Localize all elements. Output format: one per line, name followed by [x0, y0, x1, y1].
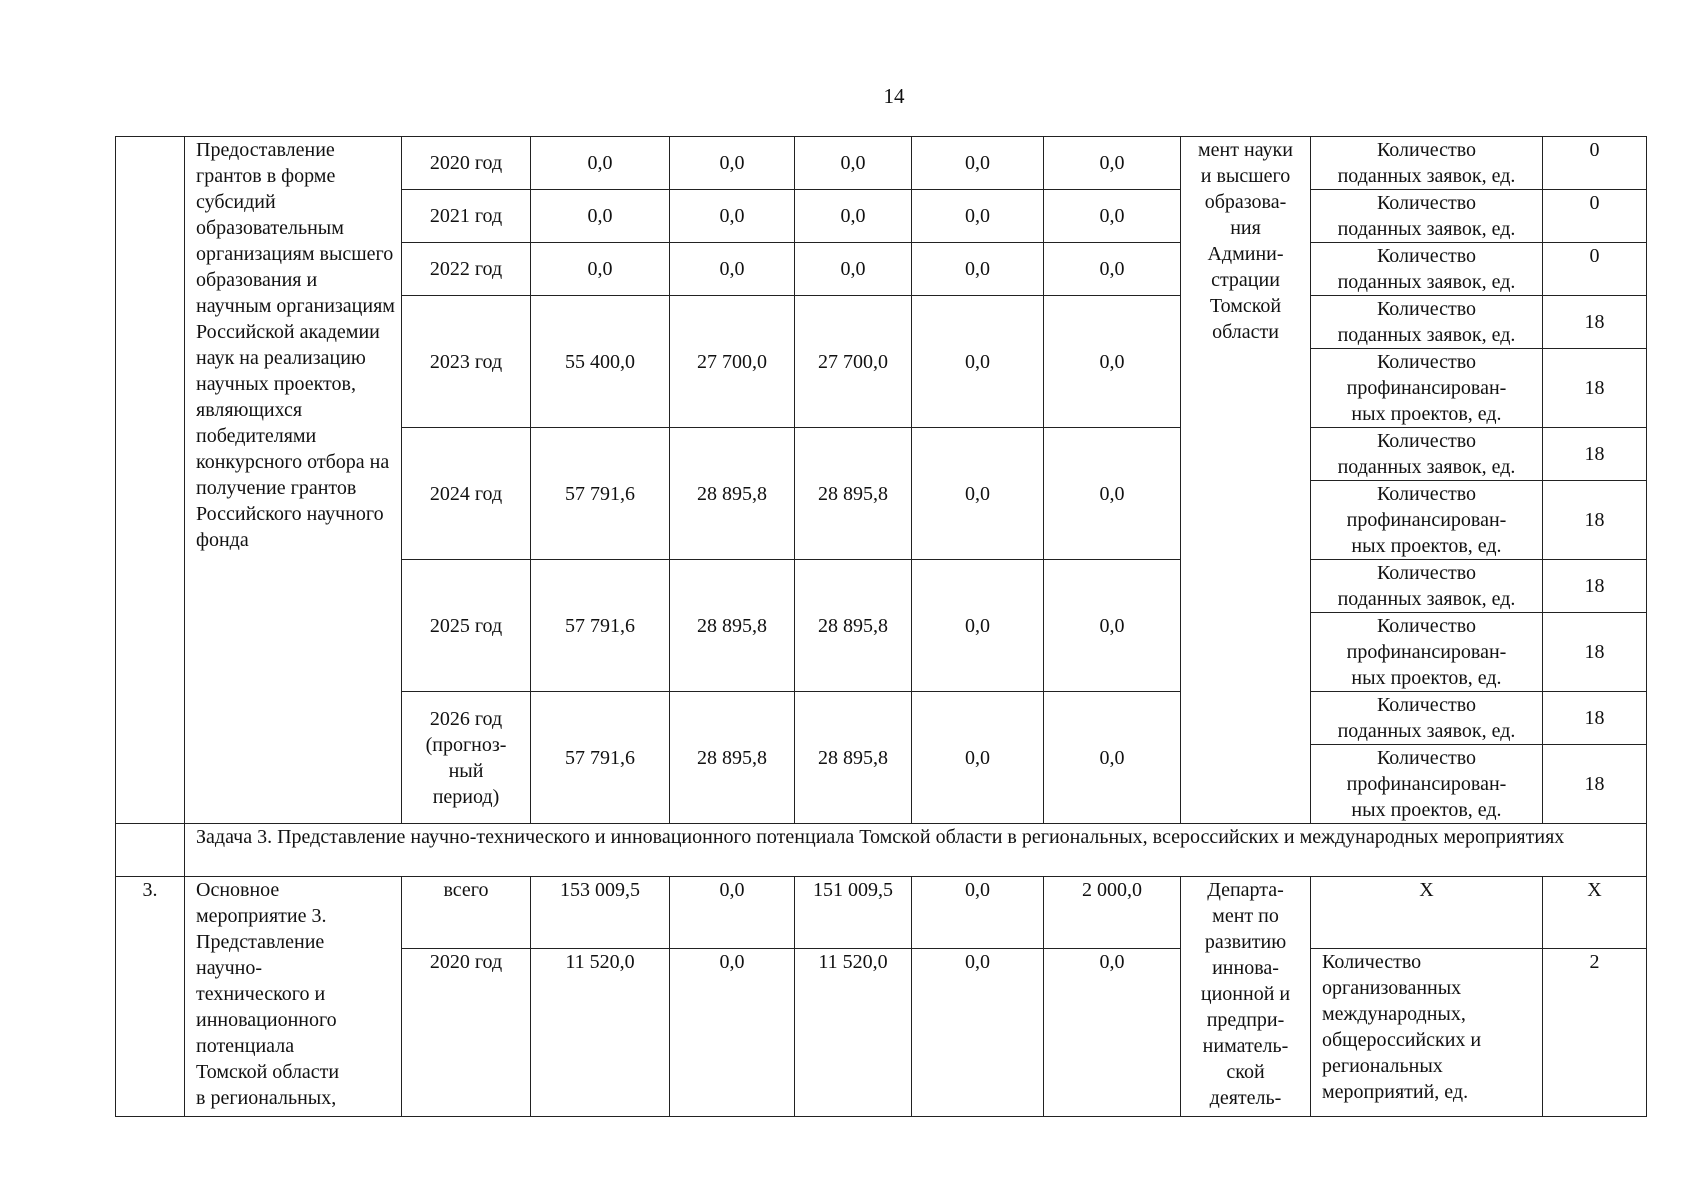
- task-heading: Задача 3. Представление научно-технического и инновационного потенциала Томской области в региональных, всероссийских и международных мероприятиях: [185, 824, 1647, 877]
- indicator-name-cell: Количество профинансирован- ных проектов, ед.: [1311, 745, 1543, 824]
- indicator-name-cell: Количество поданных заявок, ед.: [1311, 428, 1543, 481]
- regional-cell: 28 895,8: [795, 692, 912, 824]
- federal-cell: 0,0: [670, 949, 795, 1117]
- indicator-name-cell: Количество организованных международных, общероссийских и региональных мероприятий, ед.: [1311, 949, 1543, 1117]
- year-cell: 2024 год: [402, 428, 531, 560]
- indicator-name-cell: Количество поданных заявок, ед.: [1311, 296, 1543, 349]
- total-cell: 0,0: [531, 137, 670, 190]
- total-cell: 11 520,0: [531, 949, 670, 1117]
- other-cell: 0,0: [1044, 137, 1181, 190]
- local-cell: 0,0: [912, 137, 1044, 190]
- regional-cell: 0,0: [795, 243, 912, 296]
- row-number-cell: [116, 137, 185, 824]
- local-cell: 0,0: [912, 560, 1044, 692]
- other-cell: 0,0: [1044, 949, 1181, 1117]
- year-cell: 2020 год: [402, 949, 531, 1117]
- regional-cell: 0,0: [795, 137, 912, 190]
- local-cell: 0,0: [912, 877, 1044, 949]
- indicator-value-cell: 0: [1543, 137, 1647, 190]
- federal-cell: 28 895,8: [670, 560, 795, 692]
- regional-cell: 28 895,8: [795, 428, 912, 560]
- indicator-value-cell: 2: [1543, 949, 1647, 1117]
- other-cell: 0,0: [1044, 190, 1181, 243]
- other-cell: 0,0: [1044, 560, 1181, 692]
- local-cell: 0,0: [912, 190, 1044, 243]
- indicator-name-cell: Количество поданных заявок, ед.: [1311, 190, 1543, 243]
- total-cell: 55 400,0: [531, 296, 670, 428]
- year-cell: 2023 год: [402, 296, 531, 428]
- federal-cell: 0,0: [670, 877, 795, 949]
- indicator-value-cell: 18: [1543, 613, 1647, 692]
- total-cell: 57 791,6: [531, 692, 670, 824]
- year-cell: 2026 год (прогноз- ный период): [402, 692, 531, 824]
- row-number-cell: [116, 824, 185, 877]
- regional-cell: 11 520,0: [795, 949, 912, 1117]
- federal-cell: 0,0: [670, 137, 795, 190]
- other-cell: 0,0: [1044, 692, 1181, 824]
- regional-cell: 28 895,8: [795, 560, 912, 692]
- local-cell: 0,0: [912, 428, 1044, 560]
- year-cell: 2020 год: [402, 137, 531, 190]
- local-cell: 0,0: [912, 692, 1044, 824]
- federal-cell: 27 700,0: [670, 296, 795, 428]
- indicator-value-cell: 18: [1543, 349, 1647, 428]
- indicator-value-cell: 18: [1543, 560, 1647, 613]
- indicator-name-cell: Количество поданных заявок, ед.: [1311, 692, 1543, 745]
- federal-cell: 0,0: [670, 243, 795, 296]
- indicator-value-cell: 18: [1543, 745, 1647, 824]
- regional-cell: 151 009,5: [795, 877, 912, 949]
- other-cell: 2 000,0: [1044, 877, 1181, 949]
- row-number: 3.: [116, 877, 185, 1117]
- page-number: 14: [883, 84, 905, 108]
- indicator-name-cell: Количество поданных заявок, ед.: [1311, 137, 1543, 190]
- executor-cell: Департа- мент по развитию иннова- ционной и предпри- ниматель- ской деятель-: [1181, 877, 1311, 1117]
- event-name-cell: Предоставление грантов в форме субсидий образовательным организациям высшего образования и научным организациям Российской академии наук на реализацию научных проектов, являющихся победителями конкурсного отбора на получение грантов Российского научного фонда: [185, 137, 402, 824]
- local-cell: 0,0: [912, 949, 1044, 1117]
- indicator-value-cell: 18: [1543, 481, 1647, 560]
- total-cell: 0,0: [531, 190, 670, 243]
- indicator-value-cell: 18: [1543, 692, 1647, 745]
- year-cell: всего: [402, 877, 531, 949]
- federal-cell: 0,0: [670, 190, 795, 243]
- indicator-name-cell: Количество поданных заявок, ед.: [1311, 243, 1543, 296]
- other-cell: 0,0: [1044, 243, 1181, 296]
- indicator-name-cell: Х: [1311, 877, 1543, 949]
- year-cell: 2021 год: [402, 190, 531, 243]
- total-cell: 0,0: [531, 243, 670, 296]
- total-cell: 57 791,6: [531, 560, 670, 692]
- indicator-value-cell: 0: [1543, 190, 1647, 243]
- federal-cell: 28 895,8: [670, 692, 795, 824]
- program-table: [115, 136, 1647, 1117]
- other-cell: 0,0: [1044, 428, 1181, 560]
- total-cell: 57 791,6: [531, 428, 670, 560]
- other-cell: 0,0: [1044, 296, 1181, 428]
- executor-cell: мент науки и высшего образова- ния Админи- страции Томской области: [1181, 137, 1311, 824]
- indicator-name-cell: Количество профинансирован- ных проектов, ед.: [1311, 349, 1543, 428]
- indicator-name-cell: Количество профинансирован- ных проектов, ед.: [1311, 613, 1543, 692]
- indicator-value-cell: 18: [1543, 428, 1647, 481]
- table-row: [116, 877, 1647, 949]
- local-cell: 0,0: [912, 243, 1044, 296]
- regional-cell: 0,0: [795, 190, 912, 243]
- indicator-name-cell: Количество поданных заявок, ед.: [1311, 560, 1543, 613]
- funding-table: [115, 136, 1647, 1117]
- indicator-value-cell: Х: [1543, 877, 1647, 949]
- table-row: [116, 137, 1647, 190]
- indicator-name-cell: Количество профинансирован- ных проектов, ед.: [1311, 481, 1543, 560]
- indicator-value-cell: 0: [1543, 243, 1647, 296]
- event-name-cell: Основное мероприятие 3. Представление научно- технического и инновационного потенциала Томской области в региональных,: [185, 877, 402, 1117]
- federal-cell: 28 895,8: [670, 428, 795, 560]
- year-cell: 2022 год: [402, 243, 531, 296]
- year-cell: 2025 год: [402, 560, 531, 692]
- indicator-value-cell: 18: [1543, 296, 1647, 349]
- task-heading-row: [116, 824, 1647, 877]
- local-cell: 0,0: [912, 296, 1044, 428]
- total-cell: 153 009,5: [531, 877, 670, 949]
- regional-cell: 27 700,0: [795, 296, 912, 428]
